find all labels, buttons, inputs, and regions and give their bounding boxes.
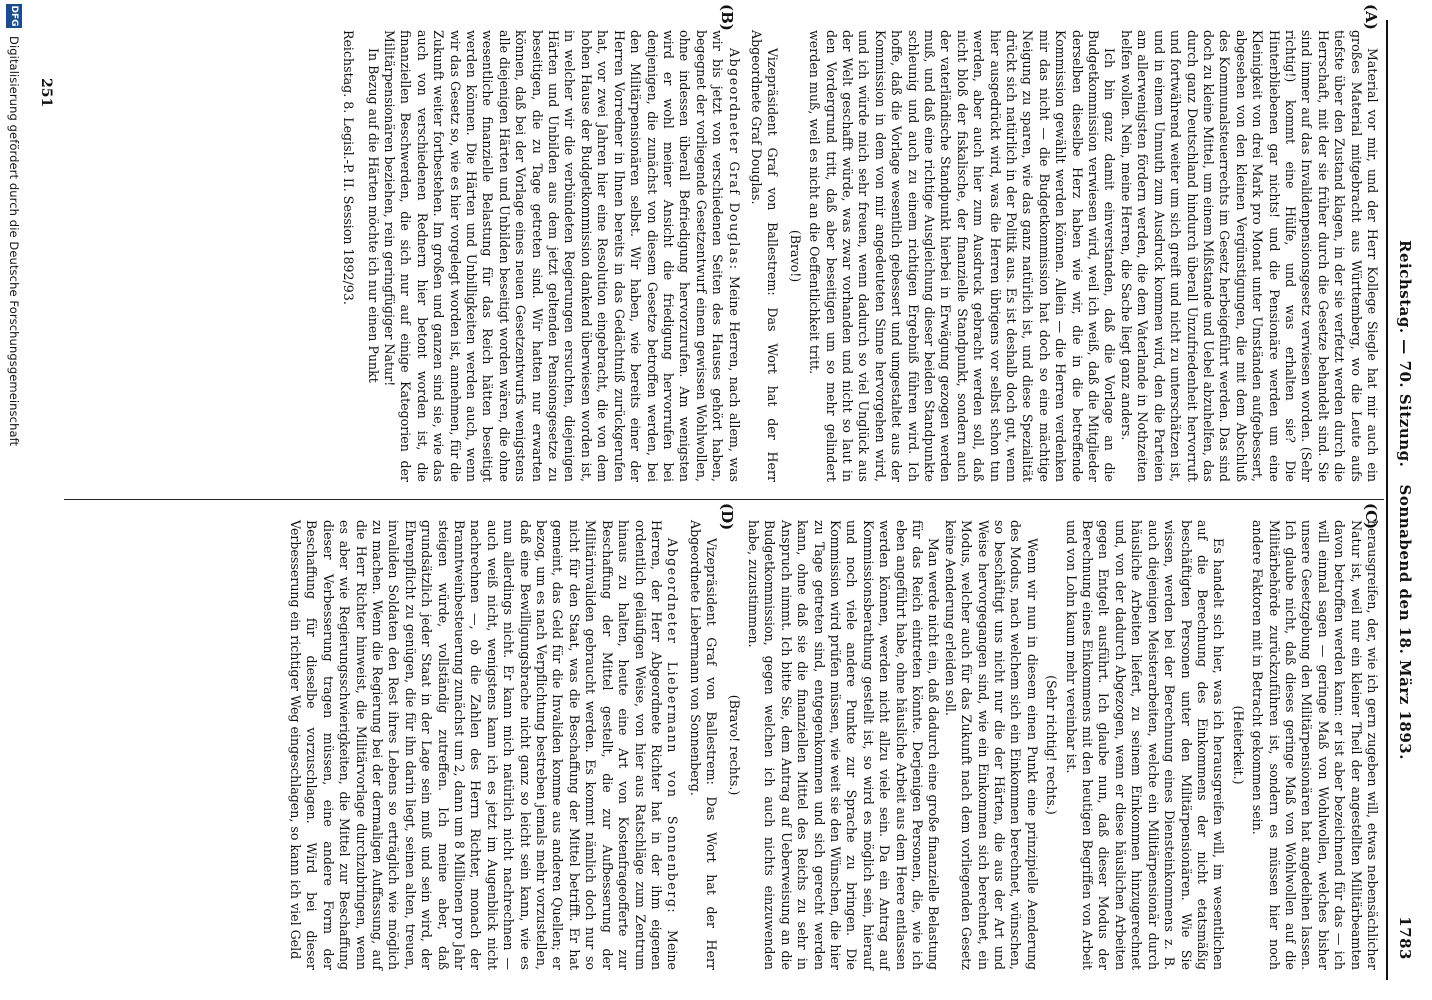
margin-letter-a: (A) [1362, 4, 1380, 30]
applause-sehr-richtig: (Sehr richtig! rechts.) [1044, 675, 1060, 815]
page-header [1392, 0, 1414, 1000]
right-paragraph-4: Man werde nicht ein, daß dadurch eine große finanzielle Belastung für das Reich eintreten könnte. Derjenigen Personen, die, wie ich eben angeführt habe, ohne häusliche Arbeit aus dem Heere entlassen werden können, werden nicht allzu viele sein. Da ein Antrag auf Kommissionsberathung gestellt ist, so wird es möglich sein, hierauf und noch viele andere Punkte zur Sprache zu bringen. Die Kommission wird prüfen müssen, wie weit sie den Wünschen, die hier zu Tage getreten sind, entgegenkommen und sich gerecht werden kann, ohne daß sie die finanziellen Mittel des Reichs zu sehr in Anspruch nimmt. Ich bitte Sie, dem Antrag auf Ueberweisung an die Budgetkommission, gegen welchen ich auch nichts einzuwenden habe, zuzustimmen. [745, 520, 942, 970]
signature-number: 251 [38, 78, 54, 108]
left-paragraph-1: Material vor mir, und der Herr Kollege Siegle hat mir auch ein großes Material mitgebracht aus Württemberg, wo die Leute aufs tiefste über den Zustand klagen, in der sie verfetzt werden durch die Herrschaft, mit der sie früher durch die Gesetze behandelt sind. Sie sind immer auf das Invalidenpensionsgesetz verwiesen worden. (Sehr richtig!) kommt eine Hülfe, und was erhalten sie? Die Hinterbliebenen gar nichts! und die Pensionäre werden um eine Kleinigkeit von drei Mark pro Monat unter Umständen aufgebessert, abgesehen von den kleinen Vergünstigungen, die mit dem Abschluß des Kommunalsteuerrechts im Gesetz herbeigeführt werden. Das sind doch zu kleine Mittel, um einem Mißstande und Uebel abzuhelfen, das durch ganz Deutschland hindurch überall Unzufriedenheit hervorruft und fortwährend weiter um sich greift und nicht zu unterschätzen ist, und in einem Unmuth zum Ausdruck kommen wird, den die Parteien am allerwenigsten fördern werden, die dem Vaterlande in Nothzeiten helfen wollen. Nein, meine Herren, die Sache liegt ganz anders. [1118, 30, 1380, 482]
margin-letter-b: (B) [718, 4, 736, 31]
applause-bravo: (Bravo!) [787, 229, 803, 283]
dfg-logo-icon: DFG [6, 4, 22, 28]
right-paragraph-3: Wenn wir nun in diesem einen Punkt eine prinzipielle Aenderung des Modus, nach welchem sich ein Einkommen berechnet, wünschen, so beschäftigt uns nicht nur die der Härten, die aus der Art und Weise hervorgegangen sind, wie ein Einkommen sich berechnet, ein Modus, welcher auch für das Zukunft nach dem vorliegenden Gesetz keine Aenderung erleiden soll. [942, 520, 1040, 970]
digitization-note: Digitalisierung gefördert durch die Deutsche Forschungsgemeinschaft [7, 36, 21, 447]
speech-liebermann-text: Meine Herren, der Herr Abgeordnete Richter hat in der ihm eigenen ordentlich geläufigen Weise, von hier aus Ratschläge zum Zentrum hinaus zu halten, heute eine Art von Kostenfrageofferte zur Beschaffung der Mittel gestellt, die zur Aufbesserung der Militärinvaliden gebraucht werden. Es kommt nämlich doch nur so nicht für den Staat, was die Beschaffung der Mittel betrifft. Er hat gemeint, das Geld für die Invaliden komme aus anderen Quellen; er bezog, um es nach Verpflichtung bestreben jemals mehr vorzustellen, daß eine Bewilligungsbrache nicht ganz so leicht sein kann, wie es nun allerdings nicht. Er kann mich natürlich nicht nachrechnen — auch weiß nicht, wenigstens kann ich es jetzt im Augenblick nicht nachrechnen —, ob die Zahlen des Herrn Richter, monach der Branntweinbesteuerung zunächst um 2, dann um 8 Millionen pro Jahr steigen würde, vollständig zutreffen. Ich meine aber, daß grundsätzlich jeder Staat in der Lage sein muß und sein wird, der Ehrenpflicht zu genügen, die für ihn darin liegt, seinen alten, treuen, invaliden Soldaten den Rest ihres Lebens so erträglich wie möglich zu machen. Wenn die Regierung bei der dermaligen Auffassung, auf die Herr Richter hinweist, die Militärvorlage durchzubringen, wenn es aber wie Regierungsschwierigkeiten, die Mittel zur Beschaffung dieser Verbesserung tragen müssen, eine andere Form der Beschaffung für dieselbe vorzuschlagen. Wird bei dieser Verbesserung ein richtiger Weg eingeschlagen, so kann ich viel Geld [288, 520, 681, 970]
margin-letter-c: (C) [1362, 503, 1380, 530]
vice-president-intro-2: Vizepräsident Graf von Ballestrem: Das Wort hat der Herr Abgeordnete Liebermann von Sonnenberg. [687, 520, 720, 970]
column-divider [64, 499, 1384, 500]
speaker-name-douglas: Abgeordneter Graf Douglas: [726, 48, 742, 271]
source-note: Reichstag. 8. Legisl.-P. II. Session 1892/93. [341, 30, 357, 305]
left-paragraph-last: In Bezug auf die Härten möchte ich nur einen Punkt [365, 48, 381, 383]
vice-president-intro-1: Vizepräsident Graf von Ballestrem: Das Wort hat der Herr Abgeordnete Graf Douglas. [748, 30, 781, 482]
margin-letter-d: (D) [718, 503, 736, 531]
right-column [287, 520, 1380, 970]
applause-heiterkeit: (Heiterkeit.) [1230, 705, 1246, 785]
right-paragraph-1: herausgreifen, der, wie ich gern zugeben will, etwas nebensächlicher Natur ist, weil nur ein kleiner Theil der angestellten Militärbeamten davon betroffen werden kann: er ist aber bezeichnend für das — ich will einmal sagen — geringe Maß von Wohlwollen, welches bisher unsere Gesetzgebung den Militärpensionären hat angedeihen lassen. Ich glaube nicht, daß dieses geringe Maß von Wohlwollen auf die Militärbehörde zurückzuführen ist, sondern es müssen hier noch andere Faktoren mit in Betracht gekommen sein. [1250, 520, 1380, 970]
speech-douglas-text: Meine Herren, nach allem, was wir bis jetzt von verschiedenen Seiten des Hauses gehört haben, begegnet der vorliegende Gesetzentwurf einem gewissen Wohlwollen, ohne indessen überall Befriedigung hervorzurufen. Am wenigsten wird er wohl meiner Ansicht die friedigung hervorrufen bei denjenigen, die zunächst von diesem Gesetze betroffen werden, bei den Militärpensionären selbst. Wir haben, wie bereits einer der Herren Vorredner in Ihnen bereits in das Gedächtniß zurückgerufen hat, vor zwei Jahren hier eine Resolution eingebracht, die von dem hohen Hause der Budgetkommission dankend überwiesen worden ist, in welcher wir die verbündeten Regierungen ersuchten, diejenigen Härten und Unbilden aus dem jetzt geltenden Pensionsgesetze zu beseitigen, die zu Tage getreten sind. Wir hatten nur erwarten können, daß bei der Vorlage eines neuen Gesetzentwurfs wenigstens alle diejenigen Härten und Unbilden beseitigt worden wären, die ohne wesentliche finanzielle Belastung für das Reich hätten beseitigt werden können. Die Härten und Unbilligkeiten werden auch, wenn wir das Gesetz so, wie es hier vorgelegt worden ist, annehmen, für die Zukunft weiter fortbestehen. Im großen und ganzen sind sie, wie das auch von verschiedenen Rednern hier betont worden ist, die finanziellen Beschwerden, die sich nur auf einige Kategorien der Militärpensionären beziehen, rein geringfügiger Natur! [382, 30, 742, 482]
right-paragraph-2: Es handelt sich hier, was ich herausgreifen will, im wesentlichen auf die Berechnung des Einkommens der nicht etatsmäßig beschäftigten Personen unter den Militärpensionären. Wie Sie wissen, werden bei der Berechnung eines Diensteinkommens z. B. auch diejenigen Meisterarbeiten, welche ein Militärpensionär durch häusliche Arbeiten liefert, zu seinem Einkommen hinzugerechnet und, von der dadurch Abgezogen, wenn er diese häuslichen Arbeiten gegen Entgelt ausführt. Ich glaube nun, daß dieser Modus der Berechnung eines Einkommens mit den heutigen Begriffen von Arbeit und von Lohn kaum mehr vereinbar ist. [1063, 520, 1227, 970]
header-rule [1386, 20, 1388, 980]
header-page-number: 1783 [1396, 916, 1414, 960]
applause-bravo-rechts: (Bravo! rechts.) [726, 694, 742, 796]
speech-liebermann [287, 520, 681, 970]
header-date: Sonnabend den 18. März 1893. [1396, 484, 1414, 760]
header-session-title: Reichstag. — 70. Sitzung. [1396, 240, 1414, 468]
left-paragraph-2: Ich bin ganz damit einverstanden, daß die Vorlage an die Budgetkommission verwiesen wird, weil ich weiß, daß die Mitglieder derselben dieselbe Herz haben wie wir, die in die betreffende Kommission gewählt werden können. Allein — die Herren verdenken mir das nicht — die Budgetkommission hat doch so eine mächtige Neigung zu sparen, wie das ganz natürlich ist, und diese Spezialität drückt sich natürlich in der Politik aus. Es ist deshalb doch gut, wenn hier ausgedrückt wird, was die Herren übrigens vor selbst schon tun werden, aber auch hier zum Ausdruck gebracht werden soll, daß nicht bloß der fiskalische, der finanzielle Standpunkt, sondern auch der vaterländische Standpunkt hierbei in Erwägung gezogen werden muß, und daß eine richtige Ausgleichung dieser beiden Standpunkte schleunig und auch zu einem richtigen Ergebniß führen wird. Ich hoffe, daß die Vorlage wesentlich gebessert und umgestaltet aus der Kommission in dem von mir angedeuteten Sinne hervorgehen wird, und ich würde mich sehr freuen, wenn dadurch so viel Unglück aus der Welt geschafft würde, was zwar vorhanden und nicht so laut in den Vordergrund tritt, daß aber beseitigen um so mehr gelindert werden muß, weil es nicht an die Oeffentlichkeit tritt. [807, 30, 1118, 482]
left-column [337, 30, 1380, 482]
speech-douglas [381, 30, 742, 482]
header-title [1396, 0, 1414, 1000]
digitization-footer [2, 0, 24, 1000]
speaker-name-liebermann: Abgeordneter Liebermann von Sonnenberg: [665, 538, 681, 915]
